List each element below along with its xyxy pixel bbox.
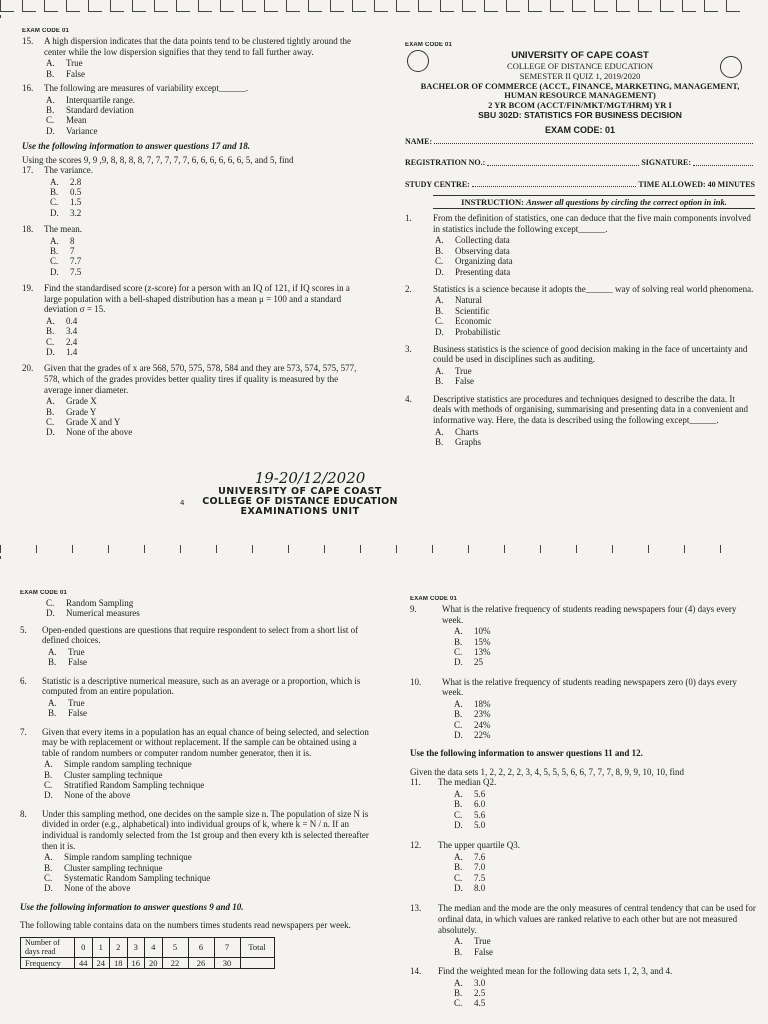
question-number: 14. [410, 965, 422, 976]
question-number: 12. [410, 840, 422, 851]
stamp-line-2: COLLEGE OF DISTANCE EDUCATION [202, 495, 398, 507]
option-a[interactable]: A. True [454, 936, 491, 947]
question-number: 17. [22, 165, 34, 176]
question-number: 8. [20, 808, 27, 819]
options [42, 759, 370, 800]
question-10 [410, 677, 758, 741]
question-text: Business statistics is the science of good decision making in the face of uncertainty and could be used in disciplines such as auditing. [433, 343, 748, 365]
programme-line-3: 2 YR BCOM (ACCT/FIN/MKT/MGT/HRM) YR I [488, 100, 672, 111]
option-a[interactable]: A. True [46, 58, 83, 69]
question-number: 19. [22, 283, 34, 294]
examinations-unit-stamp [180, 469, 410, 518]
option-b[interactable]: B. 7.0 [454, 862, 486, 873]
university-name: UNIVERSITY OF CAPE COAST [511, 50, 649, 62]
question-text: The mean. [44, 224, 82, 235]
option-a[interactable]: A. Grade X [46, 396, 97, 407]
options [42, 698, 370, 719]
question-2 [405, 284, 755, 337]
option-b[interactable]: B. 23% [454, 709, 491, 720]
option-d[interactable]: D. 25 [454, 657, 483, 668]
stamp-line-3: EXAMINATIONS UNIT [240, 506, 360, 518]
option-d[interactable]: D. 3.2 [50, 207, 82, 218]
question-number: 18. [22, 224, 34, 235]
question-text: Given that every items in a population has an equal chance of being selected, and selection may be with replacement or without replacement. If the sample can be obtained using a table of random numbers or computer random number generator, then it is. [42, 726, 369, 758]
row-header: Frequency [21, 957, 75, 968]
college-name: COLLEGE OF DISTANCE EDUCATION [507, 61, 653, 71]
question-17 [22, 165, 367, 218]
option-c[interactable]: C. Mean [46, 115, 87, 126]
option-b[interactable]: B. 15% [454, 636, 491, 647]
stamp-date: 19-20/12/2020 [254, 469, 366, 487]
option-a[interactable]: A. 10% [454, 626, 491, 637]
table-row: Number of days read 0 1 2 3 4 5 6 7 Total [21, 937, 275, 957]
question-number: 4. [405, 393, 412, 404]
page-divider-marks [0, 545, 768, 559]
question-14 [410, 966, 758, 1009]
option-d[interactable]: D. 22% [454, 729, 491, 740]
option-c[interactable]: C. 4.5 [454, 998, 486, 1009]
option-b[interactable]: B. 7 [50, 246, 75, 257]
option-b[interactable]: B. False [46, 68, 85, 79]
option-d[interactable]: D. 1.4 [46, 347, 78, 358]
option-c[interactable]: C. Organizing data [435, 256, 513, 267]
question-text: What is the relative frequency of students reading newspapers zero (0) days every week. [442, 676, 737, 698]
question-number: 3. [405, 343, 412, 354]
option-d[interactable]: D. Presenting data [435, 266, 511, 277]
page2-right-column [410, 596, 758, 1024]
exam-header [405, 51, 755, 135]
question-number: 11. [410, 777, 421, 788]
option-b[interactable]: B. Grade Y [46, 406, 97, 417]
frequency-table [20, 937, 275, 969]
course-title: SBU 302D: STATISTICS FOR BUSINESS DECISION [478, 109, 682, 120]
study-centre-field[interactable]: STUDY CENTRE: TIME ALLOWED: 40 MINUTES [405, 179, 755, 189]
option-c[interactable]: C. 7.5 [454, 872, 486, 883]
option-d[interactable]: D. 7.5 [50, 266, 82, 277]
option-c[interactable]: C. Systematic Random Sampling technique [44, 872, 211, 883]
question-text: What is the relative frequency of students reading newspapers four (4) days every week. [442, 604, 737, 625]
option-d[interactable]: D. None of the above [44, 883, 131, 894]
question-text: The variance. [44, 165, 93, 176]
option-a[interactable]: A. True [435, 366, 472, 377]
question-15 [22, 36, 367, 79]
exam-code-label: EXAM CODE 01 [410, 596, 458, 602]
option-a[interactable]: A. Interquartile range. [46, 94, 135, 105]
question-5 [20, 625, 370, 668]
options [44, 95, 367, 136]
option-a[interactable]: A. 7.6 [454, 852, 486, 863]
option-d[interactable]: D. 5.0 [454, 820, 486, 831]
options [44, 58, 367, 79]
instruction-box: INSTRUCTION: Answer all questions by circling the correct option in ink. [433, 195, 755, 209]
option-a[interactable]: A. 2.8 [50, 176, 82, 187]
option-c[interactable]: C. Stratified Random Sampling technique [44, 780, 205, 791]
option-b[interactable]: B. Standard deviation [46, 104, 134, 115]
question-6 [20, 676, 370, 719]
exam-code-label: EXAM CODE 01 [405, 42, 453, 48]
option-a[interactable]: A. Collecting data [435, 235, 510, 246]
options [432, 852, 758, 893]
programme-line-1: BACHELOR OF COMMERCE (ACCT., FINANCE, MARKETING, MANAGEMENT, [420, 80, 740, 91]
option-c[interactable]: C. 5.6 [454, 809, 486, 820]
exam-code-label: EXAM CODE 01 [22, 28, 70, 34]
instruction-9-10: Use the following information to answer questions 9 and 10. [20, 901, 244, 912]
options [427, 427, 755, 448]
university-crest-icon [720, 56, 742, 78]
question-9 [410, 604, 758, 668]
options [42, 647, 370, 668]
instruction-11-12: Use the following information to answer questions 11 and 12. [410, 748, 643, 759]
option-c[interactable]: C. 24% [454, 719, 491, 730]
option-b[interactable]: B. 2.5 [454, 987, 486, 998]
option-c[interactable]: C. 2.4 [46, 336, 78, 347]
option-c[interactable]: C. Economic [435, 316, 492, 327]
stamp-line-1: UNIVERSITY OF CAPE COAST [218, 485, 382, 497]
option-a[interactable]: A. Simple random sampling technique [44, 759, 192, 770]
option-a[interactable]: A. Natural [435, 295, 482, 306]
question-text: The median and the mode are the only measures of central tendency that can be used for ordinal data, in which values are ranked relative to each other but are not measured absolutely. [438, 903, 756, 935]
option-b[interactable]: B. False [48, 708, 87, 719]
option-b[interactable]: B. Cluster sampling technique [44, 769, 163, 780]
university-crest-icon [407, 50, 429, 72]
question-number: 13. [410, 903, 422, 914]
option-a[interactable]: A. 5.6 [454, 789, 486, 800]
question-18 [22, 224, 367, 277]
options [432, 699, 758, 740]
programme-line-2: HUMAN RESOURCE MANAGEMENT) [504, 90, 656, 101]
options [44, 236, 367, 277]
question-1 [405, 213, 755, 277]
question-text: The upper quartile Q3. [438, 840, 520, 851]
options [42, 852, 370, 893]
question-text: A high dispersion indicates that the data points tend to be clustered tightly around the center while the low dispersion signifies that they tend to fall further away. [44, 36, 351, 57]
option-a[interactable]: A. 3.0 [454, 977, 486, 988]
question-number: 1. [405, 213, 412, 224]
question-number: 9. [410, 604, 417, 615]
question-text: Statistics is a science because it adopts the______ way of solving real world phenomena. [433, 283, 754, 294]
question-number: 6. [20, 675, 27, 686]
option-a[interactable]: A. 0.4 [46, 315, 78, 326]
option-c[interactable]: C. Grade X and Y [46, 416, 121, 427]
question-number: 7. [20, 726, 27, 737]
option-b[interactable]: B. False [454, 946, 493, 957]
option-d[interactable]: D. 8.0 [454, 883, 486, 894]
question-number: 16. [22, 82, 34, 93]
question-text: Given that the grades of x are 568, 570, 575, 578, 584 and they are 573, 574, 575, 577, 578, which of the grades provides better quality tires if quality is measured by the average inner diameter. [44, 363, 357, 395]
question-19 [22, 283, 367, 357]
table-intro: The following table contains data on the numbers times students read newspapers per week. [20, 920, 351, 931]
option-a[interactable]: A. True [48, 646, 85, 657]
option-a[interactable]: A. 8 [50, 235, 75, 246]
option-b[interactable]: B. 0.5 [50, 187, 82, 198]
option-c[interactable]: C. 1.5 [50, 197, 82, 208]
option-a[interactable]: A. Charts [435, 426, 479, 437]
option-c[interactable]: C. 13% [454, 646, 491, 657]
question-12 [410, 840, 758, 893]
option-c[interactable]: C. 7.7 [50, 256, 82, 267]
row-header: Number of days read [21, 937, 75, 957]
options [44, 177, 367, 218]
options [44, 396, 367, 437]
question-text: Find the standardised score (z-score) for a person with an IQ of 121, if IQ scores in a large population with a bell-shaped distribution has a mean μ = 100 and a standard deviation σ = 15. [44, 283, 350, 315]
continued-options [20, 598, 370, 619]
options [427, 366, 755, 387]
option-d[interactable]: D. Probabilistic [435, 326, 501, 337]
option-b[interactable]: B. Observing data [435, 245, 510, 256]
option-c[interactable]: C. Random Sampling [46, 598, 134, 609]
semester-line: SEMESTER II QUIZ 1, 2019/2020 [519, 70, 641, 81]
question-11 [410, 777, 758, 830]
option-d[interactable]: D. None of the above [46, 427, 133, 438]
question-text: Descriptive statistics are procedures and techniques designed to describe the data. It deals with methods of organising, summarising and presenting data in a convenient and informative way. Here, the data is described using the following except______. [433, 393, 749, 425]
question-text: Find the weighted mean for the following data sets 1, 2, 3, and 4. [438, 965, 673, 976]
page1-right-column [405, 42, 755, 532]
option-d[interactable]: D. None of the above [44, 790, 131, 801]
option-b[interactable]: B. 6.0 [454, 799, 486, 810]
option-d[interactable]: D. Numerical measures [46, 608, 140, 619]
page1-left-column [22, 28, 367, 528]
page-number: 4 [180, 499, 185, 507]
question-text: Under this sampling method, one decides on the sample size n. The population of size N is divided in order (e.g., alphabetical) into individual groups of k, where k = N / n. If an individual is randomly selected from the 1st group and then every kth is selected thereafter then it is. [42, 808, 369, 851]
page2-left-column [20, 590, 370, 1024]
option-a[interactable]: A. True [48, 697, 85, 708]
question-20 [22, 363, 367, 437]
options [432, 789, 758, 830]
options [432, 978, 758, 1009]
question-8 [20, 809, 370, 894]
table-row: Frequency 44 24 18 16 20 22 26 30 [21, 957, 275, 968]
question-4 [405, 394, 755, 448]
name-field[interactable]: NAME: [405, 137, 755, 146]
question-number: 20. [22, 363, 34, 374]
option-b[interactable]: B. Scientific [435, 305, 490, 316]
question-number: 15. [22, 36, 34, 47]
question-number: 5. [20, 624, 27, 635]
option-b[interactable]: B. Graphs [435, 436, 481, 447]
option-a[interactable]: A. Simple random sampling technique [44, 852, 192, 863]
option-b[interactable]: B. False [435, 376, 474, 387]
options [432, 936, 758, 957]
question-text: Statistic is a descriptive numerical measure, such as an average or a proportion, which is computed from an entire population. [42, 675, 361, 697]
options [432, 626, 758, 667]
question-13 [410, 903, 758, 957]
option-b[interactable]: B. False [48, 657, 87, 668]
question-text: From the definition of statistics, one can deduce that the five main components involved in statistics include the following except______. [433, 213, 751, 234]
question-text: Open-ended questions are questions that require respondent to select from a short list of defined choices. [42, 624, 359, 646]
page-edge-marks-top [0, 0, 768, 18]
option-b[interactable]: B. Cluster sampling technique [44, 862, 163, 873]
instruction-17-18: Use the following information to answer questions 17 and 18. [22, 140, 251, 151]
options [427, 295, 755, 336]
question-text: The median Q2. [438, 777, 497, 788]
exam-code-heading: EXAM CODE: 01 [544, 124, 615, 135]
option-a[interactable]: A. 18% [454, 698, 491, 709]
options [44, 316, 367, 357]
option-d[interactable]: D. Variance [46, 125, 98, 136]
registration-field[interactable]: REGISTRATION NO.: SIGNATURE: [405, 158, 755, 167]
question-3 [405, 344, 755, 387]
question-7 [20, 727, 370, 801]
question-number: 2. [405, 283, 412, 294]
question-text: The following are measures of variability except______. [44, 82, 249, 93]
option-b[interactable]: B. 3.4 [46, 326, 78, 337]
question-number: 10. [410, 676, 422, 687]
scores-line: Using the scores 9, 9 ,9, 8, 8, 8, 8, 7, 7, 7, 7, 7, 6, 6, 6, 6, 6, 6, 5, and 5, find [22, 154, 294, 165]
question-16 [22, 83, 367, 136]
options [427, 235, 755, 276]
data-set-line: Given the data sets 1, 2, 2, 2, 2, 3, 4, 5, 5, 5, 6, 6, 7, 7, 7, 8, 9, 9, 10, 10, find [410, 766, 684, 777]
exam-code-label: EXAM CODE 01 [20, 590, 68, 596]
